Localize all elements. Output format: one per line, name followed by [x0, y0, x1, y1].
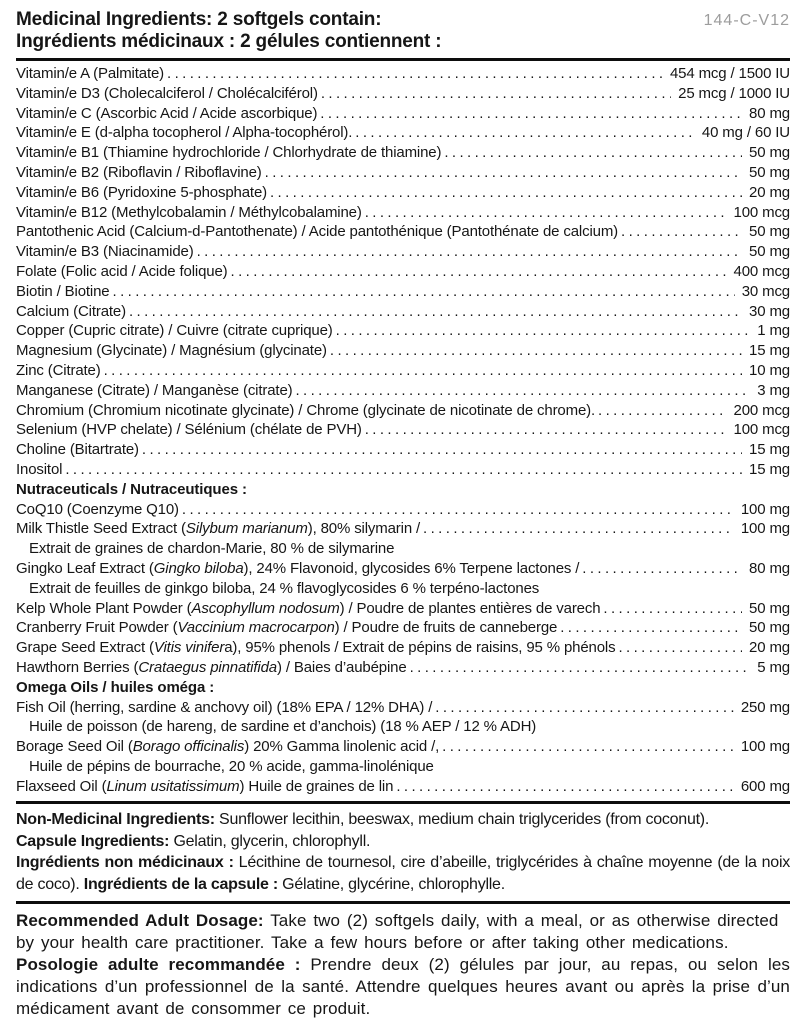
dot-leader [444, 143, 742, 163]
ingredient-amount: 50 mg [749, 599, 790, 617]
dot-leader [270, 183, 742, 203]
dot-leader [423, 519, 734, 539]
text-segment: Choline (Bitartrate) [16, 441, 139, 459]
text-segment: Ingrédients non médicinaux : [16, 854, 234, 872]
text-segment: Flaxseed Oil ( [16, 777, 107, 795]
dot-leader [265, 163, 742, 183]
text-segment: Sunflower lecithin, beeswax, medium chain triglycerides (from coconut). [214, 811, 710, 829]
text-segment: Huile de pépins de bourrache, 20 % acide, gamma-linolénique [29, 757, 434, 775]
ingredient-amount: 20 mg [749, 639, 790, 657]
ingredient-row [16, 183, 790, 203]
ingredient-row [16, 638, 790, 658]
text-segment: Hawthorn Berries ( [16, 658, 139, 676]
ingredient-row [16, 599, 790, 619]
text-segment: Calcium (Citrate) [16, 302, 126, 320]
text-segment: Biotin / Biotine [16, 282, 110, 300]
text-segment: Chromium (Chromium nicotinate glycinate) / Chrome (glycinate de nicotinate de chrome). [16, 401, 596, 419]
ingredient-name [16, 84, 318, 104]
panel-header [16, 9, 790, 53]
dot-leader [113, 282, 735, 302]
ingredient-row [16, 460, 790, 480]
text-segment: Borago officinalis [132, 738, 245, 756]
ingredient-name [16, 341, 327, 361]
ingredient-amount: 50 mg [749, 619, 790, 637]
text-segment: Gingko Leaf Extract ( [16, 559, 154, 577]
dot-leader [603, 599, 742, 619]
ingredient-row [16, 401, 790, 421]
divider [16, 801, 790, 804]
ingredient-continuation [16, 757, 790, 777]
ingredient-name [16, 440, 139, 460]
dot-leader [182, 500, 734, 520]
text-segment: Borage Seed Oil ( [16, 738, 133, 756]
ingredient-row [16, 222, 790, 242]
ingredient-name [16, 618, 557, 638]
ingredient-name [16, 420, 362, 440]
paragraph [16, 954, 790, 1020]
ingredient-row [16, 321, 790, 341]
ingredient-name [16, 361, 101, 381]
text-segment: Magnesium (Glycinate) / Magnésium (glycinate) [16, 342, 327, 360]
divider [16, 901, 790, 904]
text-segment: Vitis vinifer [153, 639, 225, 657]
dot-leader [167, 64, 663, 84]
ingredient-amount: 15 mg [749, 441, 790, 459]
ingredient-amount: 30 mg [749, 302, 790, 320]
text-segment: Omega Oils / huiles oméga : [16, 678, 215, 696]
text-segment: Posologie adulte recommandée : [16, 955, 301, 975]
ingredient-name [16, 737, 439, 757]
ingredient-row [16, 123, 790, 143]
text-segment: ) / Baies d’aubépine [276, 658, 407, 676]
ingredient-row [16, 618, 790, 638]
ingredient-row [16, 698, 790, 718]
text-segment: Fish Oil (herring, sardine & anchovy oil) (18% EPA / 12% DHA) / [16, 698, 433, 716]
dot-leader [320, 104, 742, 124]
ingredient-name [16, 519, 420, 539]
ingredient-row [16, 302, 790, 322]
text-segment: Milk Thistle Seed Extract ( [16, 520, 186, 538]
paragraph [16, 831, 790, 852]
ingredient-row [16, 104, 790, 124]
ingredient-name [16, 698, 432, 718]
dot-leader [582, 559, 742, 579]
ingredient-name [16, 64, 164, 84]
ingredient-amount: 250 mg [740, 698, 790, 716]
dosage-section [16, 910, 790, 1020]
ingredient-row [16, 559, 790, 579]
ingredient-name [16, 262, 228, 282]
ingredient-amount: 50 mg [749, 144, 790, 162]
dot-leader [330, 341, 742, 361]
section-heading [16, 480, 790, 500]
ingredient-amount: 1 mg [757, 322, 790, 340]
text-segment: Ingrédients de la capsule : [83, 875, 278, 893]
ingredient-amount: 200 mcg [733, 401, 790, 419]
text-segment: Capsule Ingredients: [16, 832, 170, 850]
text-segment: Lécithine de tournesol, cire d’abeille, triglycérides à chaîne moyenne (de la noix de coco). [16, 854, 791, 893]
text-segment: CoQ10 (Coenzyme Q10) [16, 500, 179, 518]
ingredient-row [16, 777, 790, 797]
text-segment: Vitamin/e B6 (Pyridoxine 5-phosphate) [16, 183, 267, 201]
text-segment: Manganese (Citrate) / Manganèse (citrate) [16, 381, 293, 399]
dot-leader [365, 203, 727, 223]
ingredient-row [16, 282, 790, 302]
text-segment: Vitamin/e B12 (Methylcobalamin / Méthylcobalamine) [16, 203, 362, 221]
ingredient-name [16, 401, 595, 421]
ingredient-row [16, 381, 790, 401]
ingredient-name [29, 539, 394, 559]
section-heading [16, 678, 790, 698]
ingredient-row [16, 519, 790, 539]
text-segment: Prendre deux (2) gélules par jour, au repas, ou selon les indications d’un professionnel de la santé. Attendre quelques heures avant ou après la prise d’un médicament avant de consommer ce produit. [16, 955, 791, 1019]
dot-leader [410, 658, 751, 678]
ingredient-amount: 30 mcg [741, 282, 790, 300]
divider [16, 58, 790, 61]
ingredient-name [16, 777, 393, 797]
dot-leader [442, 737, 734, 757]
text-segment: Non-Medicinal Ingredients: [16, 811, 215, 829]
text-segment: Kelp Whole Plant Powder ( [16, 599, 192, 617]
text-segment: Vitamin/e D3 (Cholecalciferol / Cholécalciférol) [16, 84, 318, 102]
text-segment: Vitamin/e E (d-alpha tocopherol / Alpha-tocophérol). [16, 124, 353, 142]
ingredient-row [16, 242, 790, 262]
ingredient-row [16, 163, 790, 183]
dot-leader [355, 123, 695, 143]
text-segment: Cranberry Fruit Powder ( [16, 619, 178, 637]
ingredient-name [16, 143, 441, 163]
ingredient-name [16, 163, 262, 183]
ingredient-name [16, 302, 126, 322]
dot-leader [336, 321, 751, 341]
ingredient-amount: 400 mcg [733, 262, 790, 280]
text-segment: Zinc (Citrate) [16, 361, 101, 379]
text-segment: Vitamin/e B2 (Riboflavin / Riboflavine) [16, 163, 262, 181]
dot-leader [396, 777, 734, 797]
ingredient-amount: 600 mg [740, 777, 790, 795]
text-segment: Recommended Adult Dosage: [16, 911, 264, 931]
ingredients-table [16, 64, 790, 796]
ingredient-name [16, 599, 600, 619]
ingredient-name [16, 242, 194, 262]
text-segment: Nutraceuticals / Nutraceutiques : [16, 480, 247, 498]
ingredient-name [16, 559, 579, 579]
text-segment: Vitamin/e B1 (Thiamine hydrochloride / Chlorhydrate de thiamine) [16, 144, 442, 162]
text-segment: Gingko biloba [153, 559, 244, 577]
ingredient-amount: 100 mg [740, 738, 790, 756]
text-segment: Extrait de feuilles de ginkgo biloba, 24 % flavoglycosides 6 % terpéno-lactones [29, 579, 540, 597]
text-segment: Vaccinium macrocarpon [177, 619, 335, 637]
ingredient-amount: 50 mg [749, 163, 790, 181]
paragraph [16, 910, 790, 954]
text-segment: Extrait de graines de chardon-Marie, 80 % de silymarine [29, 540, 395, 558]
dot-leader [197, 242, 742, 262]
panel-title-fr: Ingrédients médicinaux : 2 gélules contiennent : [16, 31, 442, 52]
ingredient-amount: 100 mcg [733, 421, 790, 439]
text-segment: Vitamin/e B3 (Niacinamide) [16, 243, 194, 261]
ingredient-name [16, 500, 179, 520]
dot-leader [618, 638, 742, 658]
ingredient-row [16, 440, 790, 460]
ingredient-continuation [16, 539, 790, 559]
ingredient-name [16, 104, 317, 124]
text-segment: Vitamin/e A (Palmitate) [16, 65, 165, 82]
text-segment: Crataegus pinnatifida [138, 658, 277, 676]
ingredient-name [16, 321, 333, 341]
text-segment: Vitamin/e C (Ascorbic Acid / Acide ascorbique) [16, 104, 318, 122]
text-segment: a), 95% phenols / Extrait de pépins de raisins, 95 % phénols [224, 639, 616, 657]
dot-leader [104, 361, 742, 381]
ingredient-row [16, 658, 790, 678]
text-segment: ) / Poudre de plantes entières de varech [339, 599, 601, 617]
ingredient-row [16, 341, 790, 361]
non-medicinal-section [16, 809, 790, 895]
ingredient-name [16, 678, 214, 698]
ingredient-amount: 40 mg / 60 IU [701, 124, 790, 142]
dot-leader [598, 401, 727, 421]
ingredient-name [29, 717, 536, 737]
dot-leader [560, 618, 742, 638]
ingredient-row [16, 203, 790, 223]
text-segment: Linum usitatissimum [106, 777, 240, 795]
ingredient-amount: 100 mg [740, 520, 790, 538]
dot-leader [321, 84, 671, 104]
dot-leader [365, 420, 727, 440]
ingredient-name [16, 183, 267, 203]
ingredient-continuation [16, 579, 790, 599]
ingredient-row [16, 500, 790, 520]
text-segment: Selenium (HVP chelate) / Sélénium (chélate de PVH) [16, 421, 362, 439]
ingredient-row [16, 262, 790, 282]
ingredient-name [16, 203, 362, 223]
ingredient-amount: 20 mg [749, 183, 790, 201]
text-segment: ) 20% Gamma linolenic acid /, [244, 738, 440, 756]
text-segment: Ascophyllum nodosum [191, 599, 340, 617]
ingredient-amount: 454 mcg / 1500 IU [669, 65, 790, 82]
ingredient-name [16, 658, 407, 678]
paragraph [16, 809, 790, 830]
ingredient-name [16, 222, 618, 242]
text-segment: Copper (Cupric citrate) / Cuivre (citrate cuprique) [16, 322, 333, 340]
text-segment: ), 80% silymarin / [307, 520, 421, 538]
dot-leader [129, 302, 742, 322]
text-segment: ), 24% Flavonoid, glycosides 6% Terpene lactones / [243, 559, 580, 577]
text-segment: Gelatin, glycerin, chlorophyll. [169, 832, 371, 850]
ingredient-amount: 100 mcg [733, 203, 790, 221]
ingredient-continuation [16, 717, 790, 737]
ingredient-name [29, 757, 434, 777]
ingredient-amount: 100 mg [740, 500, 790, 518]
text-segment: Grape Seed Extract ( [16, 639, 154, 657]
ingredient-row [16, 361, 790, 381]
text-segment: Take two (2) softgels daily, with a meal, or as otherwise directed by your health care practitioner. Take a few hours before or after taking other medications. [16, 911, 779, 953]
text-segment: ) / Poudre de fruits de canneberge [334, 619, 558, 637]
ingredient-row [16, 143, 790, 163]
ingredient-name [16, 282, 110, 302]
ingredient-amount: 15 mg [749, 342, 790, 360]
text-segment: Silybum marianum [185, 520, 308, 538]
text-segment: Pantothenic Acid (Calcium-d-Pantothenate) / Acide pantothénique (Pantothénate de calcium) [16, 223, 619, 241]
ingredient-row [16, 737, 790, 757]
text-segment: Folate (Folic acid / Acide folique) [16, 262, 228, 280]
ingredient-amount: 25 mcg / 1000 IU [678, 84, 790, 102]
ingredient-amount: 80 mg [749, 559, 790, 577]
ingredient-name [16, 460, 62, 480]
ingredient-amount: 80 mg [749, 104, 790, 122]
ingredient-amount: 15 mg [749, 460, 790, 478]
dot-leader [435, 698, 734, 718]
dot-leader [295, 381, 750, 401]
text-segment: Inositol [16, 460, 63, 478]
dot-leader [65, 460, 742, 480]
panel-title-en: Medicinal Ingredients: 2 softgels contain: [16, 9, 382, 30]
ingredient-name [16, 638, 615, 658]
text-segment: ) Huile de graines de lin [239, 777, 394, 795]
ingredient-amount: 3 mg [757, 381, 790, 399]
ingredient-row [16, 84, 790, 104]
panel-title [16, 9, 441, 53]
ingredient-name [16, 381, 292, 401]
dot-leader [231, 262, 727, 282]
ingredient-amount: 50 mg [749, 223, 790, 241]
ingredient-row [16, 420, 790, 440]
ingredient-amount: 50 mg [749, 243, 790, 261]
ingredient-name [16, 480, 247, 500]
dot-leader [621, 222, 742, 242]
text-segment: Huile de poisson (de hareng, de sardine et d’anchois) (18 % AEP / 12 % ADH) [29, 718, 537, 736]
dot-leader [142, 440, 742, 460]
product-code: 144-C-V12 [703, 12, 790, 29]
ingredient-amount: 10 mg [749, 361, 790, 379]
text-segment: Gélatine, glycérine, chlorophylle. [277, 875, 505, 893]
paragraph [16, 852, 790, 895]
ingredient-row [16, 64, 790, 84]
ingredient-name [29, 579, 539, 599]
ingredient-amount: 5 mg [757, 658, 790, 676]
ingredient-name [16, 123, 352, 143]
